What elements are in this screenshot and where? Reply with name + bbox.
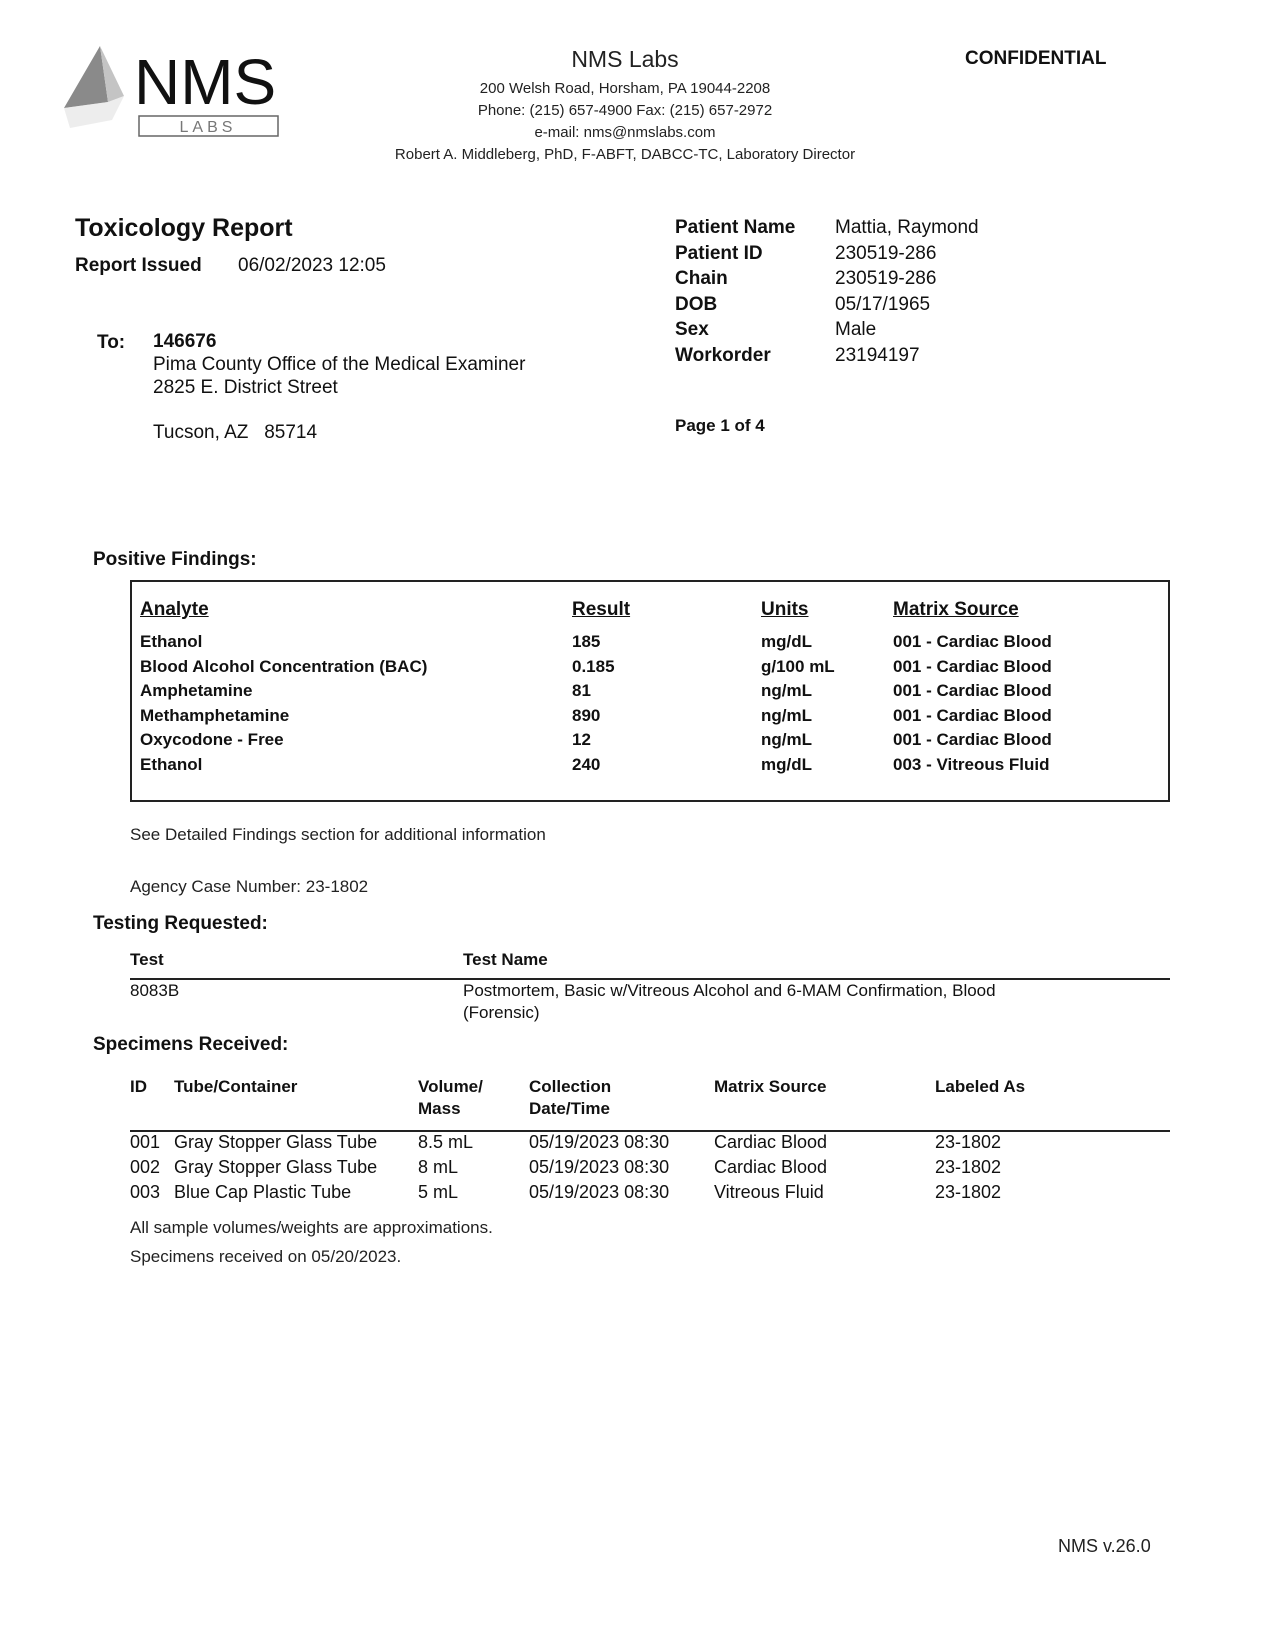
col-tube-container: Tube/Container xyxy=(174,1077,298,1096)
report-issued-label: Report Issued xyxy=(75,255,202,276)
col-test: Test xyxy=(130,950,164,969)
specimens-note-volumes: All sample volumes/weights are approximations. xyxy=(130,1218,493,1237)
lab-director: Robert A. Middleberg, PhD, F-ABFT, DABCC-TC, Laboratory Director xyxy=(394,146,856,163)
matrix-source: 001 - Cardiac Blood xyxy=(893,681,1052,701)
col-matrix-source: Matrix Source xyxy=(714,1077,827,1096)
specimen-tube: Gray Stopper Glass Tube xyxy=(174,1132,378,1152)
patient-name: Mattia, Raymond xyxy=(835,217,979,238)
lab-address: 200 Welsh Road, Horsham, PA 19044-2208 xyxy=(479,80,771,97)
result: 890 xyxy=(572,705,601,725)
recipient-address xyxy=(153,330,525,444)
table-row xyxy=(140,679,1163,704)
table-row xyxy=(140,630,1163,655)
specimens-note-received: Specimens received on 05/20/2023. xyxy=(130,1247,402,1266)
matrix-source: 003 - Vitreous Fluid xyxy=(893,754,1050,774)
dob-label: DOB xyxy=(675,293,718,315)
lab-name: NMS Labs xyxy=(571,46,679,72)
dob-value: 05/17/1965 xyxy=(835,293,931,315)
matrix-source: 001 - Cardiac Blood xyxy=(893,632,1052,652)
to-label: To: xyxy=(97,332,126,353)
units: mg/dL xyxy=(761,632,812,652)
col-collection xyxy=(529,1076,611,1120)
result: 240 xyxy=(572,754,601,774)
matrix-source: 001 - Cardiac Blood xyxy=(893,656,1052,676)
table-row xyxy=(130,1182,1170,1207)
specimen-tube: Blue Cap Plastic Tube xyxy=(174,1182,352,1202)
specimen-label: 23-1802 xyxy=(935,1182,1002,1202)
col-id: ID xyxy=(130,1077,147,1096)
testing-requested-header xyxy=(130,950,1170,980)
workorder-label: Workorder xyxy=(675,344,771,366)
result: 185 xyxy=(572,632,601,652)
table-row xyxy=(130,1157,1170,1182)
table-row xyxy=(140,655,1163,680)
workorder-value: 23194197 xyxy=(835,344,920,366)
testing-requested-title: Testing Requested: xyxy=(93,913,268,934)
lab-email: e-mail: nms@nmslabs.com xyxy=(534,124,716,141)
recipient-street: 2825 E. District Street xyxy=(153,377,338,398)
logo-wordmark: NMS xyxy=(134,46,277,118)
patient-id-label: Patient ID xyxy=(675,242,763,264)
analyte: Blood Alcohol Concentration (BAC) xyxy=(140,656,428,676)
specimen-matrix: Cardiac Blood xyxy=(714,1132,828,1152)
confidential-label: CONFIDENTIAL xyxy=(965,48,1107,69)
recipient-city: Tucson, AZ 85714 xyxy=(153,422,318,443)
specimen-tube: Gray Stopper Glass Tube xyxy=(174,1157,378,1177)
specimen-collection: 05/19/2023 08:30 xyxy=(529,1157,670,1177)
recipient-id: 146676 xyxy=(153,331,217,352)
units: g/100 mL xyxy=(761,656,835,676)
specimen-label: 23-1802 xyxy=(935,1157,1002,1177)
positive-findings-table xyxy=(140,598,1163,777)
patient-name-label: Patient Name xyxy=(675,217,796,238)
agency-case-number: Agency Case Number: 23-1802 xyxy=(130,877,369,896)
col-analyte: Analyte xyxy=(140,599,209,620)
specimen-id: 003 xyxy=(130,1182,161,1202)
col-volume xyxy=(418,1076,483,1120)
col-test-name: Test Name xyxy=(463,950,548,969)
report-issued-value: 06/02/2023 12:05 xyxy=(238,255,386,276)
specimen-matrix: Cardiac Blood xyxy=(714,1157,828,1177)
col-matrix-source: Matrix Source xyxy=(893,599,1019,620)
analyte: Oxycodone - Free xyxy=(140,730,284,750)
detailed-findings-note: See Detailed Findings section for additional information xyxy=(130,825,546,844)
specimen-volume: 8 mL xyxy=(418,1157,459,1177)
col-collection-line1: Collection xyxy=(529,1077,612,1096)
test-name-cont: (Forensic) xyxy=(463,1003,540,1022)
positive-findings-title: Positive Findings: xyxy=(93,549,257,570)
matrix-source: 001 - Cardiac Blood xyxy=(893,705,1052,725)
col-volume-line2: Mass xyxy=(418,1099,461,1118)
specimen-volume: 5 mL xyxy=(418,1182,459,1202)
patient-id: 230519-286 xyxy=(835,242,937,264)
lab-phone-fax: Phone: (215) 657-4900 Fax: (215) 657-2972 xyxy=(477,102,773,119)
col-labeled-as: Labeled As xyxy=(935,1077,1026,1096)
specimen-collection: 05/19/2023 08:30 xyxy=(529,1182,670,1202)
table-row xyxy=(140,753,1163,778)
units: ng/mL xyxy=(761,730,812,750)
analyte: Methamphetamine xyxy=(140,705,290,725)
page-indicator: Page 1 of 4 xyxy=(675,416,765,435)
specimen-collection: 05/19/2023 08:30 xyxy=(529,1132,670,1152)
units: ng/mL xyxy=(761,681,812,701)
result: 0.185 xyxy=(572,656,615,676)
sex-value: Male xyxy=(835,319,877,340)
test-code: 8083B xyxy=(130,981,180,1000)
col-units: Units xyxy=(761,599,809,620)
lab-header xyxy=(340,46,910,166)
test-name: Postmortem, Basic w/Vitreous Alcohol and 6-MAM Confirmation, Blood xyxy=(463,981,996,1000)
units: ng/mL xyxy=(761,705,812,725)
table-row xyxy=(130,1132,1170,1157)
positive-findings-box xyxy=(130,580,1170,802)
specimens-table xyxy=(130,1132,1170,1207)
units: mg/dL xyxy=(761,754,812,774)
chain-label: Chain xyxy=(675,268,728,289)
analyte: Ethanol xyxy=(140,632,203,652)
patient-info xyxy=(675,216,1095,367)
specimens-received-title: Specimens Received: xyxy=(93,1034,289,1055)
result: 81 xyxy=(572,681,591,701)
specimen-matrix: Vitreous Fluid xyxy=(714,1182,824,1202)
table-row xyxy=(140,728,1163,753)
chain-value: 230519-286 xyxy=(835,268,937,289)
col-collection-line2: Date/Time xyxy=(529,1099,610,1118)
nms-labs-logo xyxy=(62,44,292,144)
specimen-volume: 8.5 mL xyxy=(418,1132,474,1152)
specimen-label: 23-1802 xyxy=(935,1132,1002,1152)
specimens-header xyxy=(130,1076,1170,1132)
col-result: Result xyxy=(572,599,631,620)
form-version: NMS v.26.0 xyxy=(1058,1536,1151,1556)
report-title: Toxicology Report xyxy=(75,214,293,242)
table-row xyxy=(140,704,1163,729)
specimen-id: 002 xyxy=(130,1157,161,1177)
logo-subtext: LABS xyxy=(179,119,237,136)
matrix-source: 001 - Cardiac Blood xyxy=(893,730,1052,750)
col-volume-line1: Volume/ xyxy=(418,1077,483,1096)
recipient-org: Pima County Office of the Medical Examiner xyxy=(153,354,526,375)
specimen-id: 001 xyxy=(130,1132,161,1152)
sex-label: Sex xyxy=(675,319,709,340)
result: 12 xyxy=(572,730,591,750)
analyte: Amphetamine xyxy=(140,681,253,701)
analyte: Ethanol xyxy=(140,754,203,774)
